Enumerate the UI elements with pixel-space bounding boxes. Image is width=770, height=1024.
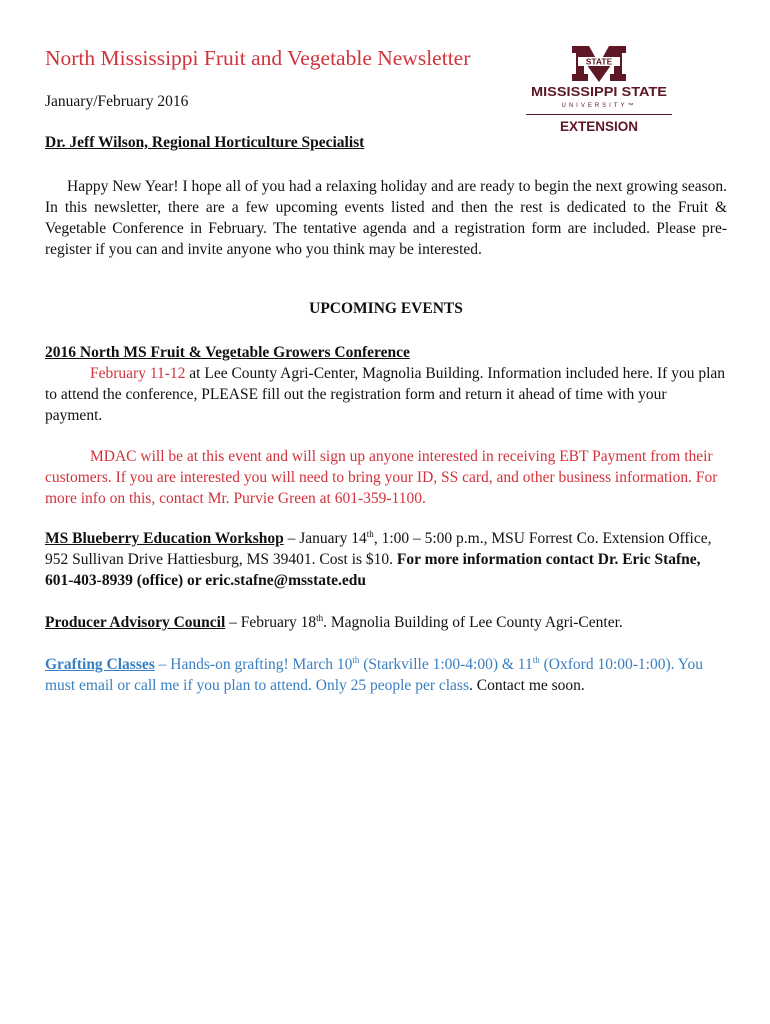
author-line: Dr. Jeff Wilson, Regional Horticulture Specialist — [45, 134, 365, 151]
event-blueberry — [45, 528, 727, 591]
issue-date: January/February 2016 — [45, 93, 189, 110]
grafting-title[interactable]: Grafting Classes — [45, 656, 155, 673]
conference-text: at Lee County Agri-Center, Magnolia Building. Information included here. If you plan to attend the conference, PLEASE fill out the registration form and return it ahead of time with your payment. — [45, 365, 726, 424]
msu-extension-logo — [526, 44, 672, 136]
mdac-paragraph: MDAC will be at this event and will sign up anyone interested in receiving EBT Payment from their customers. If you are interested you will need to bring your ID, SS card, and other business information. For more info on this, contact Mr. Purvie Green at 601-359-1100. — [45, 448, 718, 507]
event-conference — [45, 342, 727, 426]
logo-unit: EXTENSION — [559, 119, 639, 134]
grafting-text-3: (Oxford 10:00-1:00). You must email or call me if you plan to attend. Only 25 people per class — [45, 656, 703, 694]
grafting-text-2: (Starkville 1:00-4:00) & 11 — [359, 656, 533, 673]
logo-emblem-text: STATE — [585, 56, 613, 67]
section-heading: UPCOMING EVENTS — [309, 300, 463, 317]
pac-text: . Magnolia Building of Lee County Agri-Center. — [323, 614, 623, 631]
msu-logo-graphic — [526, 44, 672, 136]
logo-university: UNIVERSITY™ — [561, 103, 637, 109]
blueberry-date: – January 14 — [283, 530, 367, 547]
blueberry-title: MS Blueberry Education Workshop — [45, 530, 284, 547]
pac-date: – February 18 — [225, 614, 317, 631]
logo-name: MISSISSIPPI STATE — [531, 85, 667, 99]
event-grafting — [45, 654, 727, 696]
blueberry-contact: For more information contact Dr. Eric Stafne, 601-403-8939 (office) or eric.stafne@msstate.edu — [45, 551, 701, 589]
conference-dates: February 11-12 — [90, 365, 186, 382]
conference-title: 2016 North MS Fruit & Vegetable Growers Conference — [45, 344, 410, 361]
newsletter-title: North Mississippi Fruit and Vegetable Newsletter — [45, 46, 471, 70]
blueberry-text: , 1:00 – 5:00 p.m., MSU Forrest Co. Extension Office, 952 Sullivan Drive Hattiesburg, MS 39401. Cost is $10. — [45, 530, 712, 568]
intro-paragraph: Happy New Year! I hope all of you had a relaxing holiday and are ready to begin the next growing season. In this newsletter, there are a few upcoming events listed and then the rest is dedicated to the Fruit & Vegetable Conference in February. The tentative agenda and a registration form are included. Please pre-register if you can and invite anyone who you think may be interested. — [45, 178, 727, 258]
event-producer-council — [45, 612, 727, 633]
grafting-text-1: – Hands-on grafting! March 10 — [154, 656, 353, 673]
pac-date-sup: th — [316, 612, 324, 623]
pac-title: Producer Advisory Council — [45, 614, 226, 631]
grafting-sup-2: th — [532, 654, 540, 665]
grafting-sup-1: th — [352, 654, 360, 665]
blueberry-date-sup: th — [366, 528, 374, 539]
grafting-text-4: . Contact me soon. — [469, 677, 585, 694]
